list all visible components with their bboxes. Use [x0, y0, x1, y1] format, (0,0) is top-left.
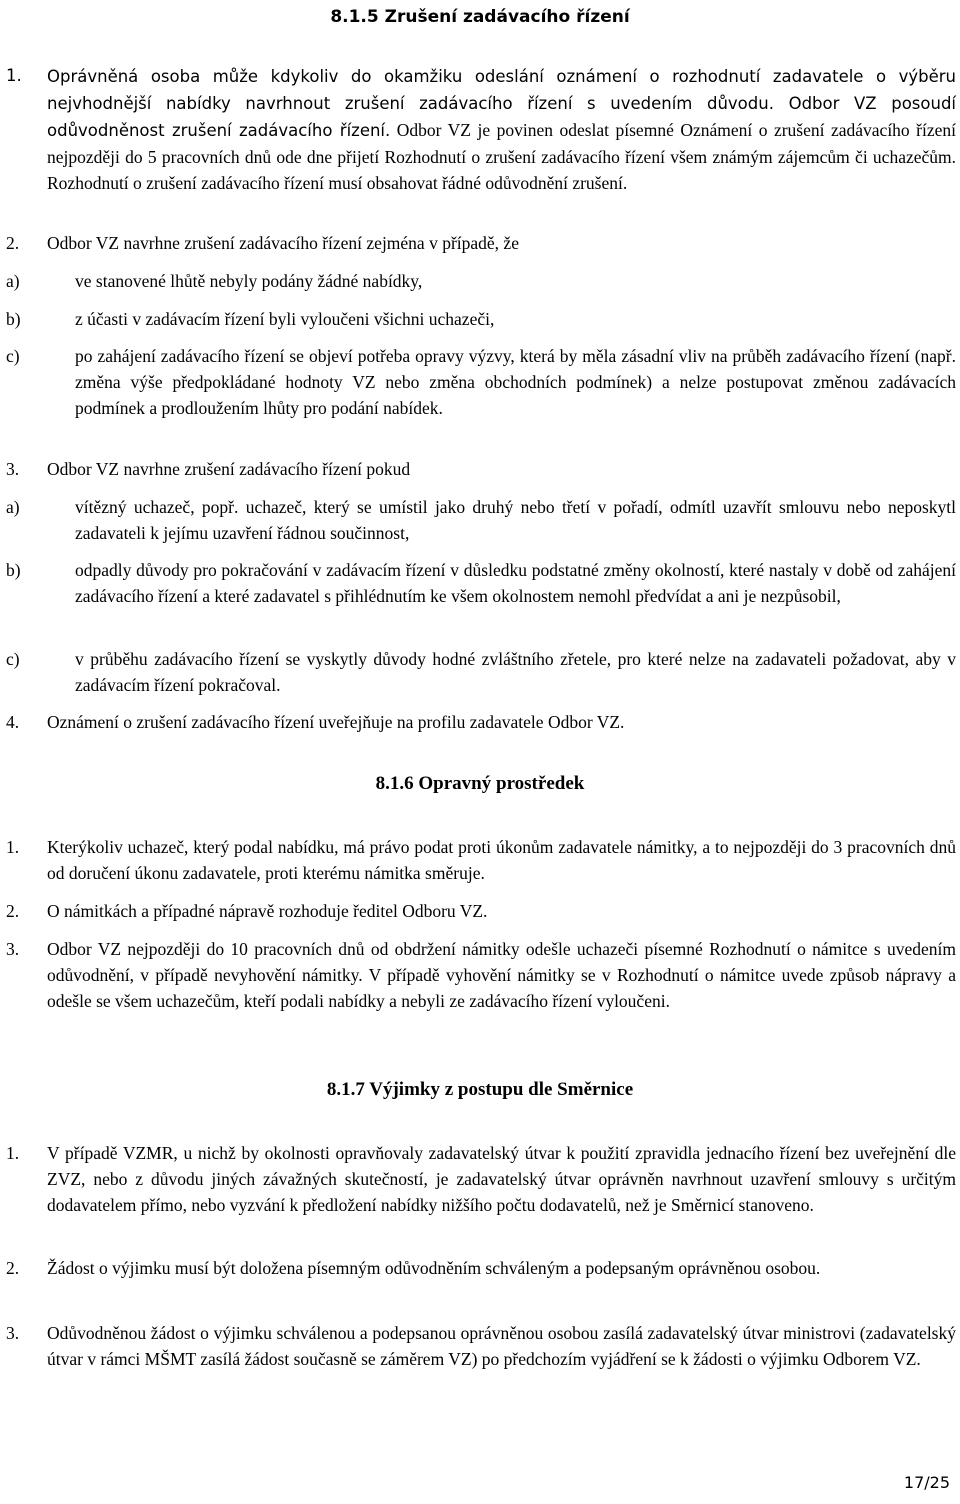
paragraph-8-1-7-2: 2. Žádost o výjimku musí být doložena písemným odůvodněním schváleným a podepsaným oprávněnou osobou. — [6, 1258, 821, 1278]
paragraph-8-1-5-4: 4. Oznámení o zrušení zadávacího řízení uveřejňuje na profilu zadavatele Odbor VZ. — [6, 712, 625, 732]
section-heading-8-1-6: 8.1.6 Opravný prostředek — [375, 773, 585, 794]
paragraph-8-1-5-3: 3. Odbor VZ navrhne zrušení zadávacího řízení pokud — [6, 459, 411, 479]
section-heading-8-1-5: 8.1.5 Zrušení zadávacího řízení — [330, 7, 630, 27]
paragraph-8-1-6-2: 2. O námitkách a případné nápravě rozhoduje ředitel Odboru VZ. — [6, 901, 488, 921]
list-item-2b: b) z účasti v zadávacím řízení byli vyloučeni všichni uchazeči, — [6, 309, 495, 329]
paragraph-8-1-5-2: 2. Odbor VZ navrhne zrušení zadávacího řízení zejména v případě, že — [6, 233, 519, 253]
paragraph-8-1-5-1: 1. Oprávněná osoba může kdykoliv do okamžiku odeslání oznámení o rozhodnutí zadavatele o výběru nejvhodnější nabídky navrhnout zrušení zadávacího řízení s uvedením důvodu. Odbor VZ posoudí odůvodněnost zrušení zadávacího řízení. Odbor VZ je povinen odeslat písemné Oznámení o zrušení zadávacího řízení nejpozději do 5 pracovních dnů ode dne přijetí Rozhodnutí o zrušení zadávacího řízení všem známým zájemcům či uchazečům. Rozhodnutí o zrušení zadávacího řízení musí obsahovat řádné odůvodnění zrušení. — [6, 66, 957, 193]
list-item-2c: c) po zahájení zadávacího řízení se objeví potřeba opravy výzvy, která by měla zásadní vliv na průběh zadávacího řízení (např. změna výše předpokládané hodnoty VZ nebo změna obchodních podmínek) a nelze postupovat změnou zadávacích podmínek a prodloužením lhůty pro podání nabídek. — [6, 346, 956, 418]
list-item-3c: c) v průběhu zadávacího řízení se vyskytly důvody hodné zvláštního zřetele, pro které nelze na zadavateli požadovat, aby v zadávacím řízení pokračoval. — [6, 649, 956, 695]
paragraph-8-1-7-3: 3. Odůvodněnou žádost o výjimku schválenou a podepsanou oprávněnou osobou zasílá zadavatelský útvar ministrovi (zadavatelský útvar v rámci MŠMT zasílá žádost současně se záměrem VZ) po předchozím vyjádření se k žádosti o výjimku Odborem VZ. — [6, 1323, 956, 1369]
list-item-3a: a) vítězný uchazeč, popř. uchazeč, který se umístil jako druhý nebo třetí v pořadí, odmítl uzavřít smlouvu nebo neposkytl zadavateli k jejímu uzavření řádnou součinnost, — [6, 497, 956, 543]
paragraph-text-a: Oprávněná osoba může kdykoliv do okamžiku odeslání oznámení o rozhodnutí zadavatele o výběru nejvhodnější nabídky navrhnout zrušení zadávacího řízení s uvedením důvodu. Odbor VZ posoudí odůvodněnost zrušení zadávacího řízení. — [47, 67, 956, 140]
paragraph-8-1-6-3: 3. Odbor VZ nejpozději do 10 pracovních dnů od obdržení námitky odešle uchazeči písemné Rozhodnutí o námitce s uvedením odůvodnění, v případě nevyhovění námitky. V případě vyhovění námitky se v Rozhodnutí o námitce uvede způsob nápravy a odešle se všem uchazečům, kteří podali nabídky a nebyli ze zadávacího řízení vyloučeni. — [6, 939, 956, 1011]
paragraph-8-1-7-1: 1. V případě VZMR, u nichž by okolnosti opravňovaly zadavatelský útvar k použití zpravidla jednacího řízení bez uveřejnění dle ZVZ, nebo z důvodu jiných závažných skutečností, je zadavatelský útvar oprávněn navrhnout uzavření smlouvy s určitým dodavatelem přímo, nebo vyzvání k předložení nabídky nižšího počtu dodavatelů, než je Směrnicí stanoveno. — [6, 1143, 956, 1215]
paragraph-text-b: Odbor VZ je povinen odeslat písemné Oznámení o zrušení zadávacího řízení nejpozději do 5 pracovních dnů ode dne přijetí Rozhodnutí o zrušení zadávacího řízení všem známým zájemcům či uchazečům. — [47, 120, 957, 167]
section-heading-8-1-7: 8.1.7 Výjimky z postupu dle Směrnice — [326, 1079, 634, 1100]
paragraph-text-c: Rozhodnutí o zrušení zadávacího řízení musí obsahovat řádné odůvodnění zrušení. — [47, 173, 628, 193]
paragraph-8-1-6-1: 1. Kterýkoliv uchazeč, který podal nabídku, má právo podat proti úkonům zadavatele námitky, a to nejpozději do 3 pracovních dnů od doručení úkonu zadavatele, proti kterému námitka směruje. — [6, 837, 956, 883]
list-item-2a: a) ve stanovené lhůtě nebyly podány žádné nabídky, — [6, 271, 423, 291]
page-number: 17/25 — [903, 1473, 950, 1492]
list-item-3b: b) odpadly důvody pro pokračování v zadávacím řízení v důsledku podstatné změny okolností, které nastaly v době od zahájení zadávacího řízení a které zadavatel s přihlédnutím ke všem okolnostem nemohl předvídat a ani je nezpůsobil, — [6, 560, 956, 606]
